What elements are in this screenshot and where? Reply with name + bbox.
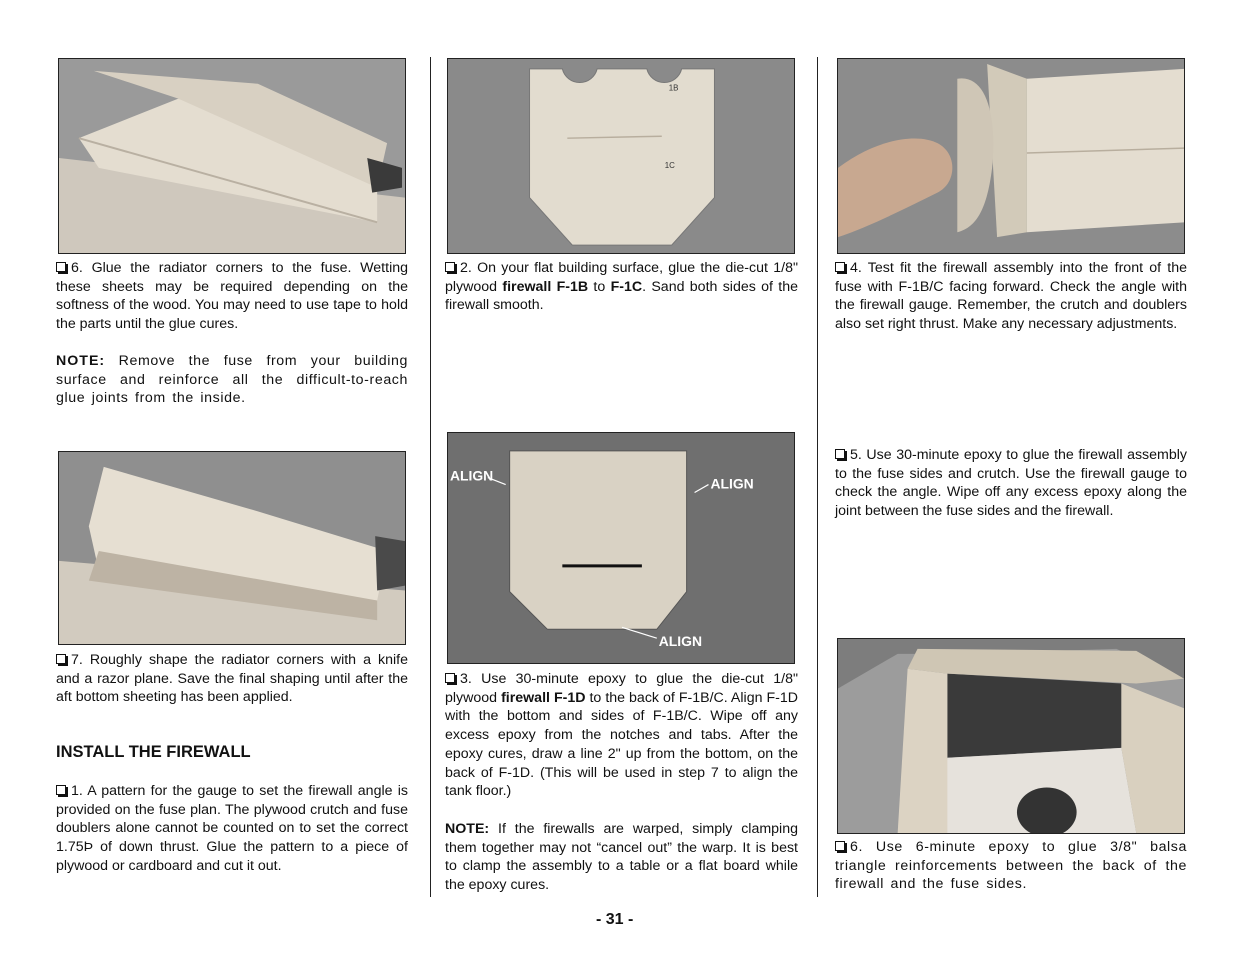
photo-triangle-reinforcements	[837, 638, 1185, 834]
step-2-glue-firewall: 2. On your flat building surface, glue the die-cut 1/8" plywood firewall F-1B to F-1C. Sand both sides of the firewall smooth.	[445, 260, 799, 314]
photo-radiator-corners-shaped	[58, 451, 406, 645]
checkbox-icon[interactable]	[835, 841, 845, 851]
photo-firewall-f1b-f1c	[447, 58, 795, 254]
photo-radiator-corners-glued	[58, 58, 406, 254]
column-divider-right	[817, 57, 818, 897]
photo-firewall-f1d-align	[447, 432, 795, 664]
label-1c: 1C	[664, 160, 675, 170]
step-7-shape-corners: 7. Roughly shape the radiator corners with a knife and a razor plane. Save the final shaping until after the aft bottom sheeting has been applied.	[56, 652, 408, 706]
checkbox-icon[interactable]	[835, 262, 845, 272]
step-6-radiator-glue: 6. Glue the radiator corners to the fuse. Wetting these sheets may be required depending on the softness of the wood. You may need to use tape to hold the parts until the glue cures.	[56, 260, 408, 333]
checkbox-icon[interactable]	[445, 673, 455, 683]
page-number: - 31 -	[596, 911, 634, 928]
checkbox-icon[interactable]	[56, 785, 66, 795]
label-1b: 1B	[668, 83, 679, 93]
checkbox-icon[interactable]	[56, 654, 66, 664]
note-warped-firewalls: NOTE: If the firewalls are warped, simply clamping them together may not “cancel out” the warp. It is best to clamp the assembly to a table or a flat board while the epoxy cures.	[445, 821, 798, 894]
step-5-epoxy-firewall: 5. Use 30-minute epoxy to glue the firewall assembly to the fuse sides and crutch. Use the firewall gauge to check the angle. Wipe off any excess epoxy along the joint between the fuse sides and the firewall.	[835, 447, 1187, 520]
label-align-right: ALIGN	[710, 475, 754, 492]
step-4-test-fit: 4. Test fit the firewall assembly into the front of the fuse with F-1B/C facing forward. Check the angle with the firewall gauge. Remember, the crutch and doublers also set right thrust. Make any necessary adjustments.	[835, 260, 1187, 333]
checkbox-icon[interactable]	[835, 449, 845, 459]
photo-test-fit-firewall	[837, 58, 1185, 254]
step-6-triangle-reinforce: 6. Use 6-minute epoxy to glue 3/8" balsa triangle reinforcements between the back of the firewall and the fuse sides.	[835, 839, 1187, 893]
checkbox-icon[interactable]	[445, 262, 455, 272]
section-heading-install-firewall: INSTALL THE FIREWALL	[56, 743, 251, 761]
step-3-epoxy-f1d: 3. Use 30-minute epoxy to glue the die-cut 1/8" plywood firewall F-1D to the back of F-1B/C. Align F-1D with the bottom and sides of F-1B/C. Wipe off any excess epoxy from the notches and tabs. After the epoxy cures, draw a line 2" up from the bottom, on the back of F-1D. (This will be used in step 7 to align the tank floor.)	[445, 671, 798, 800]
note-remove-fuse: NOTE: Remove the fuse from your building surface and reinforce all the difficult-to-reach glue joints from the inside.	[56, 353, 408, 407]
column-divider-left	[430, 57, 431, 897]
label-align-left: ALIGN	[449, 467, 494, 484]
label-align-bottom: ALIGN	[658, 633, 703, 650]
step-1-firewall-gauge: 1. A pattern for the gauge to set the firewall angle is provided on the fuse plan. The plywood crutch and fuse doublers alone cannot be counted on to set the correct 1.75Þ of down thrust. Glue the pattern to a piece of plywood or cardboard and cut it out.	[56, 783, 408, 874]
checkbox-icon[interactable]	[56, 262, 66, 272]
